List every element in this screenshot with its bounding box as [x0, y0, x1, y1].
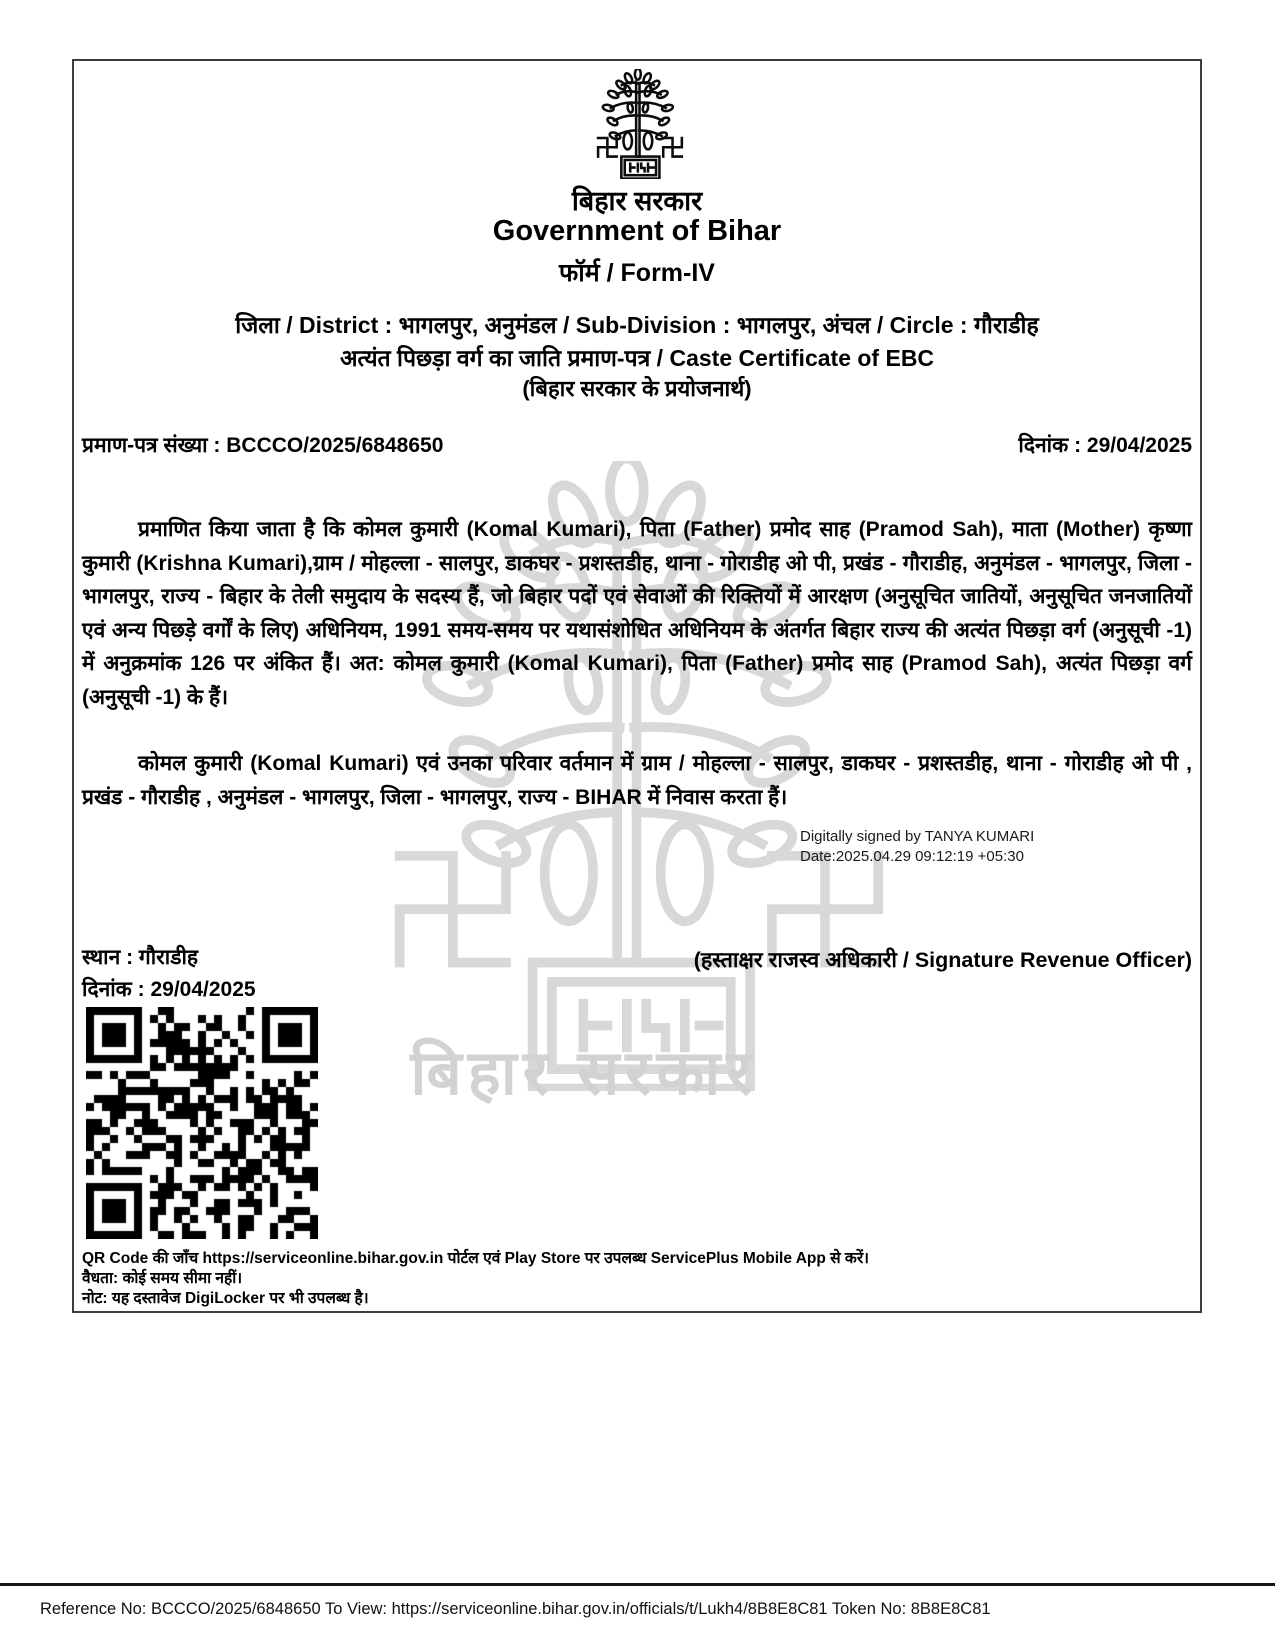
revenue-officer-signature-label: (हस्ताक्षर राजस्व अधिकारी / Signature Revenue Officer): [693, 948, 1192, 972]
bottom-divider: [0, 1583, 1275, 1586]
issue-date: दिनांक : 29/04/2025: [1018, 434, 1192, 457]
certificate-paragraph-2: कोमल कुमारी (Komal Kumari) एवं उनका परिवार वर्तमान में ग्राम / मोहल्ला - सालपुर, डाकघर - प्रशस्तडीह, थाना - गोराडीह ओ पी , प्रखंड - गौराडीह , अनुमंडल - भागलपुर, जिला - भागलपुर, राज्य - BIHAR में निवास करता हैं।: [82, 752, 1192, 809]
qr-code: [86, 1007, 318, 1239]
note-validity: वैधता: कोई समय सीमा नहीं।: [82, 1270, 243, 1287]
note-qr-verification: QR Code की जाँच https://serviceonline.bihar.gov.in पोर्टल एवं Play Store पर उपलब्ध ServicePlus Mobile App से करें।: [82, 1250, 870, 1267]
purpose-line: (बिहार सरकार के प्रयोजनार्थ): [522, 376, 752, 401]
digital-signature-line2: Date:2025.04.29 09:12:19 +05:30: [800, 848, 1024, 865]
certificate-paragraph-1: प्रमाणित किया जाता है कि कोमल कुमारी (Komal Kumari), पिता (Father) प्रमोद साह (Pramod Sah), माता (Mother) कृष्णा कुमारी (Krishna Kumari),ग्राम / मोहल्ला - सालपुर, डाकघर - प्रशस्तडीह, थाना - गोराडीह ओ पी, प्रखंड - गौराडीह, अनुमंडल - भागलपुर, जिला - भागलपुर, राज्य - बिहार के तेली समुदाय के सदस्य हैं, जो बिहार पदों एवं सेवाओं की रिक्तियों में आरक्षण (अनुसूचित जातियों, अनुसूचित जनजातियों एवं अन्य पिछड़े वर्गों के लिए) अधिनियम, 1991 समय-समय पर यथासंशोधित अधिनियम के अंतर्गत बिहार राज्य की अत्यंत पिछड़ा वर्ग (अनुसूची -1) में अनुक्रमांक 126 पर अंकित हैं। अत: कोमल कुमारी (Komal Kumari), पिता (Father) प्रमोद साह (Pramod Sah), अत्यंत पिछड़ा वर्ग (अनुसूची -1) के हैं।: [82, 518, 1192, 709]
bihar-government-emblem-icon: [586, 69, 688, 179]
certificate-frame: [72, 59, 1202, 1313]
reference-line: Reference No: BCCCO/2025/6848650 To View: https://serviceonline.bihar.gov.in/officials/t/Lukh4/8B8E8C81 Token No: 8B8E8C81: [40, 1600, 991, 1618]
place-label: स्थान : गौराडीह: [82, 946, 199, 969]
title-english: Government of Bihar: [492, 215, 782, 247]
title-hindi: बिहार सरकार: [571, 186, 703, 216]
note-digilocker: नोट: यह दस्तावेज DigiLocker पर भी उपलब्ध है।: [82, 1290, 369, 1307]
digital-signature-line1: Digitally signed by TANYA KUMARI: [800, 828, 1035, 845]
district-subdivision-circle-line: जिला / District : भागलपुर, अनुमंडल / Sub-Division : भागलपुर, अंचल / Circle : गौराडीह: [235, 312, 1039, 338]
certificate-number: प्रमाण-पत्र संख्या : BCCCO/2025/6848650: [82, 434, 444, 457]
form-number-line: फॉर्म / Form-IV: [559, 259, 715, 287]
digital-signature-block: [800, 827, 1034, 867]
signature-date-label: दिनांक : 29/04/2025: [82, 978, 256, 1001]
watermark-text: बिहार सरकार: [410, 1039, 758, 1108]
certificate-title: अत्यंत पिछड़ा वर्ग का जाति प्रमाण-पत्र / Caste Certificate of EBC: [339, 345, 935, 371]
footer-notes: [82, 1249, 869, 1309]
certificate-meta-row: [82, 431, 1192, 459]
